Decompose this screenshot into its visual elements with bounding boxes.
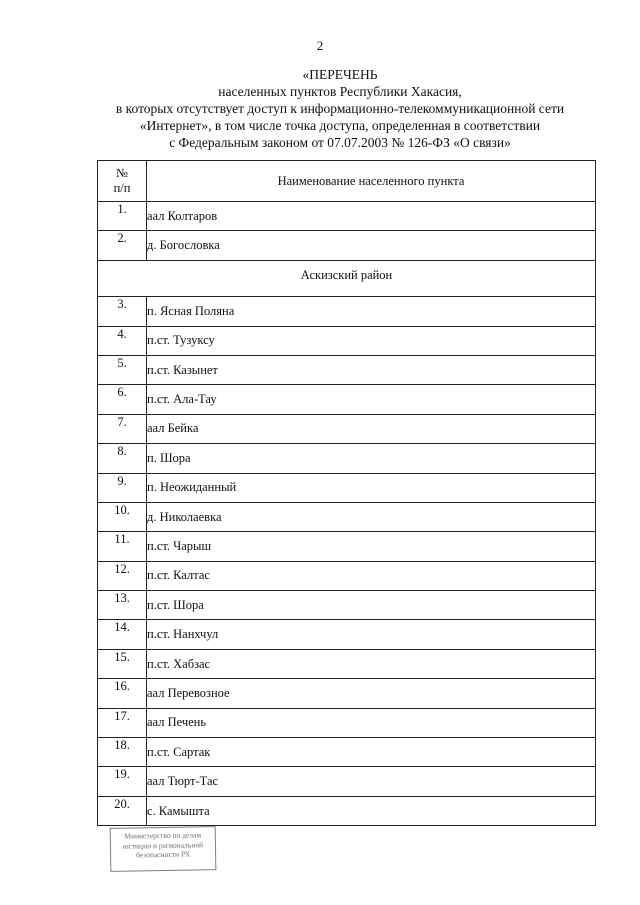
header-number-abbr: п/п — [113, 181, 131, 195]
row-number: 8. — [98, 444, 147, 473]
row-number: 5. — [98, 355, 147, 384]
row-number: 11. — [98, 532, 147, 561]
settlement-name: аал Перевозное — [147, 679, 596, 708]
settlement-name: п.ст. Нанхчул — [147, 620, 596, 649]
row-number: 12. — [98, 561, 147, 590]
table-row — [98, 591, 596, 620]
table-row — [98, 502, 596, 531]
document-title — [40, 66, 640, 151]
row-number: 7. — [98, 414, 147, 443]
row-number: 3. — [98, 297, 147, 326]
settlement-name: аал Тюрт-Тас — [147, 767, 596, 796]
settlement-name: аал Колтаров — [147, 202, 596, 231]
settlement-name: с. Камышта — [147, 796, 596, 825]
stamp-line-1: Министерство по делам — [124, 830, 202, 841]
registration-stamp — [110, 826, 217, 872]
settlement-name: п.ст. Калтас — [147, 561, 596, 590]
column-header-name: Наименование населенного пункта — [147, 161, 596, 202]
table-row — [98, 444, 596, 473]
table-row — [98, 326, 596, 355]
title-line-2: населенных пунктов Республики Хакасия, — [218, 84, 462, 99]
settlement-name: п.ст. Чарыш — [147, 532, 596, 561]
row-number: 15. — [98, 649, 147, 678]
row-number: 10. — [98, 502, 147, 531]
table-row — [98, 767, 596, 796]
row-number: 1. — [98, 202, 147, 231]
table-row — [98, 297, 596, 326]
table-body-askiz — [98, 297, 596, 826]
settlement-name: д. Николаевка — [147, 502, 596, 531]
stamp-line-3: безопасности РХ — [136, 849, 191, 860]
row-number: 19. — [98, 767, 147, 796]
row-number: 14. — [98, 620, 147, 649]
table-row — [98, 738, 596, 767]
table-header-row — [98, 161, 596, 202]
table-row — [98, 796, 596, 825]
table-row — [98, 620, 596, 649]
column-header-number — [98, 161, 147, 202]
page-number: 2 — [316, 38, 324, 53]
title-line-1: «ПЕРЕЧЕНЬ — [302, 67, 378, 82]
settlement-name: п. Шора — [147, 444, 596, 473]
table-row — [98, 231, 596, 260]
table-row — [98, 561, 596, 590]
table-body-unassigned — [98, 202, 596, 261]
settlement-name: п.ст. Ала-Тау — [147, 385, 596, 414]
table-row — [98, 532, 596, 561]
stamp-line-2: юстиции и региональной — [122, 839, 204, 851]
table-row — [98, 414, 596, 443]
row-number: 9. — [98, 473, 147, 502]
table-row — [98, 708, 596, 737]
row-number: 13. — [98, 591, 147, 620]
row-number: 18. — [98, 738, 147, 767]
title-line-3: в которых отсутствует доступ к информационно-телекоммуникационной сети — [115, 101, 565, 116]
row-number: 20. — [98, 796, 147, 825]
settlement-name: п.ст. Шора — [147, 591, 596, 620]
row-number: 4. — [98, 326, 147, 355]
settlement-name: п.ст. Казынет — [147, 355, 596, 384]
row-number: 2. — [98, 231, 147, 260]
settlement-name: п.ст. Тузуксу — [147, 326, 596, 355]
table-row — [98, 355, 596, 384]
row-number: 17. — [98, 708, 147, 737]
title-line-4: «Интернет», в том числе точка доступа, определенная в соответствии — [139, 118, 541, 133]
settlement-name: п. Ясная Поляна — [147, 297, 596, 326]
settlement-name: д. Богословка — [147, 231, 596, 260]
settlement-name: п. Неожиданный — [147, 473, 596, 502]
row-number: 16. — [98, 679, 147, 708]
section-title-askiz: Аскизский район — [98, 260, 596, 296]
settlement-name: аал Печень — [147, 708, 596, 737]
settlement-name: п.ст. Хабзас — [147, 649, 596, 678]
table-row — [98, 649, 596, 678]
row-number: 6. — [98, 385, 147, 414]
table-row — [98, 202, 596, 231]
table-body-section — [98, 260, 596, 296]
table-row — [98, 679, 596, 708]
header-number-sign: № — [116, 166, 128, 180]
settlement-name: п.ст. Сартак — [147, 738, 596, 767]
settlement-name: аал Бейка — [147, 414, 596, 443]
table-row — [98, 385, 596, 414]
section-row — [98, 260, 596, 296]
settlements-table — [97, 160, 596, 826]
table-row — [98, 473, 596, 502]
title-line-5: с Федеральным законом от 07.07.2003 № 126-ФЗ «О связи» — [169, 135, 511, 150]
